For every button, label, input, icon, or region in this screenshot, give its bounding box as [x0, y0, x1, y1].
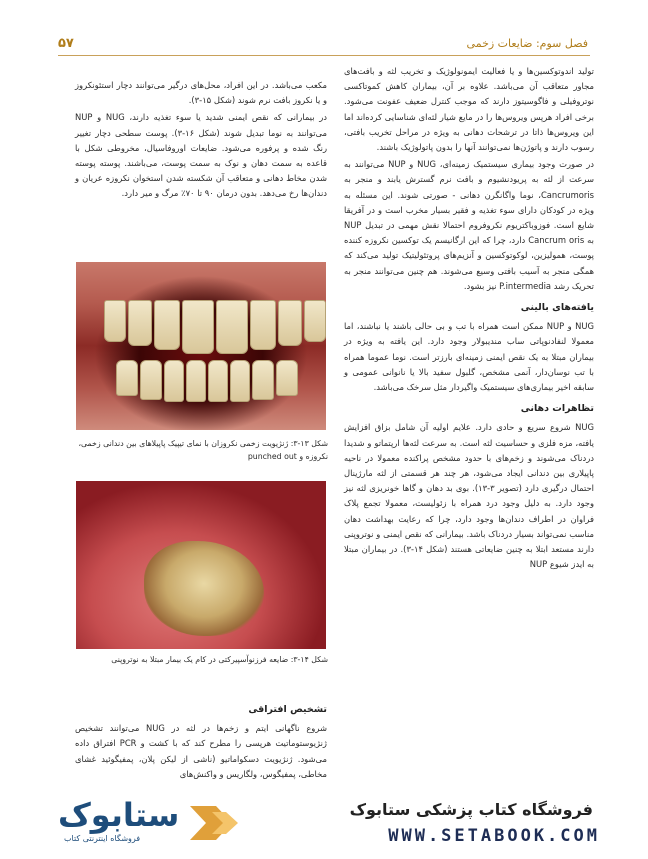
header-divider	[58, 55, 590, 56]
paragraph: NUG شروع سریع و حادی دارد. علایم اولیه آن شامل بزاق افزایش یافته، مزه فلزی و حساسیت لثه است. به سرعت لثه‌ها ارپتماتو و شدیدا دردناک می‌شوند و زخم‌های با حدود مشخص پراکنده معمولا در ناحیه پاپیلاری بین دندانی ایجاد می‌شود، هر چند هر قسمتی از لثه مارژینال احتمال درگیری دارد (تصویر ۳-۱۳). بوی بد دهان و گاها خونریزی لثه نیز وجود دارد. به دلیل وجود درد همراه با زئولیست، معمولا تجمع پلاک فراوان در اطراف دندان‌ها وجود دارد، چرا که رعایت بهداشت دهان مناسب نمی‌تواند بسیار دردناک باشد. بیمارانی که نقص ایمنی و نوتروپنی دارند مستعد ابتلا به چنین ضایعاتی هستند (شکل ۱۴-۳). در بیماران مبتلا به ایدز شیوع NUP	[344, 422, 594, 570]
tooth	[154, 300, 180, 350]
palatal-lesion	[144, 541, 264, 636]
tooth	[276, 360, 298, 396]
paragraph: تولید اندوتوکسین‌ها و یا فعالیت ایمونولوژیک و تخریب لثه و بافت‌های مجاور متعاقب آن می‌باشد. علاوه بر آن، بیماران کاهش کموتاکسی نوتروفیلی و فاگوسیتوز دارند که موجب کنترل ضعیف عفونت می‌شود. برخی افراد هرپس ویروس‌ها را در مایع شیار لثه‌ای شناسایی کرده‌اند اما این ویروس‌ها ذاتا در ترشحات دهانی به ویژه در مراحل تخریب بافتی، رسوب دارند و پاتوژن‌ها نمی‌توانند آنها را بدون پاتولوژیک باشند.	[344, 66, 594, 153]
paragraph: مکعب می‌باشد. در این افراد، محل‌های درگیر می‌توانند دچار استئونکروز و یا نکروز بافت نرم شوند (شکل ۱۵-۳).	[75, 80, 327, 106]
left-text-column	[75, 78, 327, 204]
tooth	[186, 360, 206, 402]
upper-teeth	[104, 300, 326, 354]
tooth	[216, 300, 248, 354]
figure-13-3-caption: شکل ۱۳-۳: ژنژیویت زخمی نکروزان با نمای تیپیک پاپیلاهای بین دندانی زخمی، نکروزه و punched out	[78, 439, 328, 461]
paragraph: در بیمارانی که نقص ایمنی شدید یا سوء تغذیه دارند، NUG و NUP می‌توانند به نوما تبدیل شوند (شکل ۱۶-۳). پوست سطحی دچار تغییر رنگ شده و پرفوره می‌شود. ضایعات اوروفاسیال، مخروطی شکل با قاعده به سمت دهان و نوک به سمت پوست، می‌باشند. پوسته پوسته شدن مخاط دهانی و متعاقب آن شکسته شدن استخوان نکروزه عریان و دندان‌ها رخ می‌دهد. بدون درمان ۹۰ تا ۷۰٪ مرگ و میر دارد.	[75, 112, 327, 199]
tooth	[278, 300, 302, 346]
setabook-chevron-logo-icon	[186, 800, 252, 846]
lower-teeth	[116, 360, 298, 402]
tooth	[208, 360, 228, 402]
setabook-logo-text: ستابوک	[58, 796, 180, 834]
tooth	[140, 360, 162, 400]
paragraph: در صورت وجود بیماری سیستمیک زمینه‌ای، NUG و NUP می‌توانند به سرعت از لثه به پریودنشیوم و بافت نرم گسترش یابند و منجر به Cancrumoris، نوما واگانگرن دهانی - صورتی شوند. این مسئله به ویژه در کودکان دارای سوء تغذیه و فقیر بسیار مخرب است و در آفریقا شایع است. فوزوباکتریوم نکروفروم احتمالا نقش مهمی در تبدیل NUP به Cancrum oris دارد، چرا که این ارگانیسم یک توکسین نکروزه کننده پوست، هموليزين، لوکوتوکسین و آنزیم‌های پروتئولیتیک تولید می‌کند که همگی منجر به آسیب بافتی وسیع می‌شوند. هم چنین می‌توانند منجر به تحریک رشد P.intermedia نیز بشود.	[344, 159, 595, 291]
store-url-link[interactable]: WWW.SETABOOK.COM	[388, 826, 600, 846]
page-number: ۵۷	[58, 35, 74, 51]
page-header	[58, 34, 588, 52]
tooth	[128, 300, 152, 346]
figure-14-3-photo	[76, 481, 326, 649]
tooth	[252, 360, 274, 400]
tooth	[230, 360, 250, 402]
figure-13-3-photo	[76, 262, 326, 430]
footer-banner	[0, 790, 648, 859]
paragraph: شروع ناگهانی ایتم و زخم‌ها در لثه در NUG می‌توانند تشخیص ژنژیوستوماتیت هرپسی را مطرح کند که با کشت و PCR افتراق داده می‌شود. ژنژیویت دسکواماتیو (ناشی از لیکن پلان، پمفیگوئید غشای مخاطی، پمفیگوس، ولگاریس و واکنش‌های	[75, 723, 327, 779]
tooth	[104, 300, 126, 342]
chapter-title: فصل سوم: ضایعات زخمی	[466, 36, 588, 50]
tooth	[116, 360, 138, 396]
figure-14-3-caption: شکل ۱۴-۳: ضایعه فرزنوآسپیرکتی در کام یک بیمار مبتلا به نوتروپنی	[111, 655, 328, 664]
section-heading-oral-manifestations: تظاهرات دهانی	[520, 403, 594, 415]
tooth	[164, 360, 184, 402]
section-heading-differential-diagnosis: تشخیص افتراقی	[248, 704, 327, 715]
paragraph: NUG و NUP ممکن است همراه با تب و بی حالی باشند یا نباشند، اما معمولا لنفادنوپاتی ساب مندیبولار وجود دارد. این یافته به ویژه در بیماران مبتلا به یک نقص ایمنی زمینه‌ای بارزتر است. نوما عموما همراه با تب نوسان‌دار، آنمی مشخص، گلبول سفید بالا یا نانوانی عمومی و سابقه اخیر بیماری‌های سیستمیک واگیردار مثل سرخک می‌باشد.	[344, 321, 594, 393]
tooth	[182, 300, 214, 354]
setabook-logo-subtitle: فروشگاه اینترنتی کتاب	[64, 834, 141, 843]
right-text-column	[344, 64, 594, 575]
tooth	[250, 300, 276, 350]
tooth	[304, 300, 326, 342]
left-bottom-column	[75, 696, 327, 784]
store-name: فروشگاه کتاب پزشکی ستابوک	[349, 800, 593, 819]
section-heading-clinical-findings: یافته‌های بالینی	[520, 302, 594, 314]
